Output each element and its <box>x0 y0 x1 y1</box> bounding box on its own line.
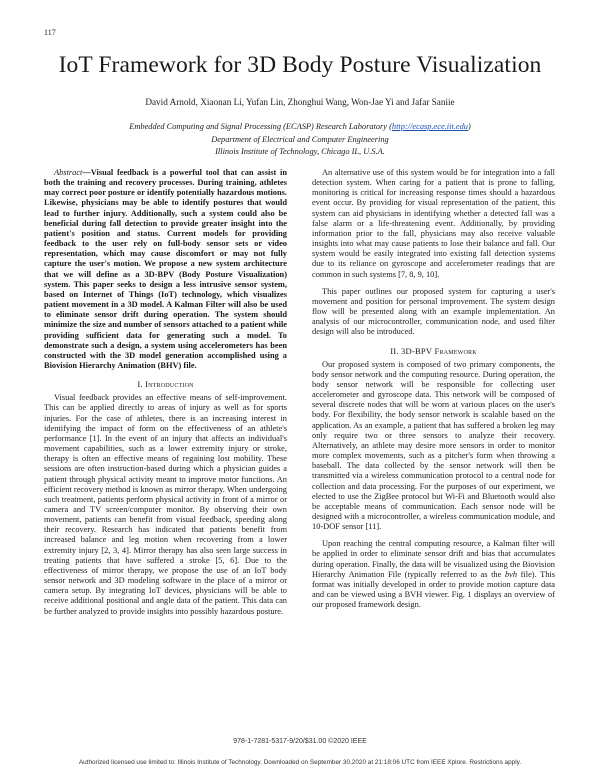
license-footer: Authorized licensed use limited to: Illinois Institute of Technology. Downloaded on September 30,2020 at 21:18:06 UTC from IEEE Xplore. Restrictions apply. <box>78 759 522 766</box>
fall-detection-paragraph: An alternative use of this system would be for integration into a fall detection system. When caring for a patient that is prone to falling, monitoring is critical for increasing response times should a hazardous event occur. By providing for visual representation of the patient, this system can aid physicians in identifying whether a detected fall was a false alarm or a life-threatening event. Additionally, by providing information prior to the fall, physicians may also receive valuable insights into what may cause patients to lose their balance and fall. Our system would be easily integrated into existing fall detection systems due to its reliance on gyroscope and accelerometer readings that are common in such systems [7, 8, 9, 10]. <box>312 168 555 279</box>
right-column <box>312 168 555 610</box>
kalman-text-1: Upon reaching the central computing resource, a Kalman filter will be applied in order to eliminate sensor drift and bias that accumulates during operation. Finally, the data will be visualized using the Biovision Hierarchy Animation File (typically referred to as the <box>312 539 555 579</box>
section-numeral: II. 3D-BPV <box>390 345 435 356</box>
page-number: 117 <box>44 28 56 37</box>
paper-title: IoT Framework for 3D Body Posture Visualization <box>58 52 542 78</box>
abstract <box>44 168 287 371</box>
section-heading-framework <box>312 346 555 356</box>
copyright-footer: 978-1-7281-5317-9/20/$31.00 ©2020 IEEE <box>233 738 367 745</box>
affiliation-block <box>0 121 600 159</box>
kalman-paragraph <box>312 539 555 610</box>
section-title: Framework <box>434 345 477 356</box>
left-column <box>44 168 287 617</box>
abstract-text: —Visual feedback is a powerful tool that can assist in both the training and recovery processes. During training, athletes may correct poor posture or identify potentially hazardous motions. Likewise, physicians may be able to identify postures that would lead to further injury. Additionally, such a system could also be beneficial during fall detection to provide greater insight into the patient's position and status. Current models for providing feedback to the user rely on full-body sensor sets or video representation, which may cause discomfort or may not fully capture the user's motion. We propose a new system architecture that we will define as a 3D-BPV (Body Posture Visualization) system. This paper seeks to design a less intrusive sensor system, based on Internet of Things (IoT) technology, which visualizes patient movement in a 3D model. A Kalman Filter will also be used to eliminate sensor drift during operation. The system should minimize the size and number of sensors attached to a patient while providing sufficient data for generating such a model. To demonstrate such a design, a system using accelerometers has been constructed with the 3D model generation accomplished using a Biovision Hierarchy Animation (BHV) file. <box>44 168 287 370</box>
lab-affiliation <box>0 121 600 134</box>
lab-name: Embedded Computing and Signal Processing (ECASP) Research Laboratory ( <box>129 122 392 131</box>
section-title: Introduction <box>145 379 194 390</box>
lab-suffix: ) <box>467 122 471 131</box>
introduction-paragraph: Visual feedback provides an effective means of self-improvement. This can be applied directly to areas of injury as well as for sports injuries. For the case of athletes, there is an increasing interest in identifying the impact of form on the effectiveness of an athlete's performance [1]. In the event of an injury that affects an individual's movement capabilities, such as a lower extremity injury or stroke, therapy is often an effective means of regaining lost mobility. These sessions are often instruction-based during which a physician guides a patient through physical activity meant to improve motor functions. An efficient recovery method is known as mirror therapy. When undergoing such treatment, patients perform physical activity in front of a mirror or camera and TV screen/computer monitor. By observing their own movement, patients can benefit from visual feedback, speeding along their recovery. Research has indicated that patients benefit from increased balance and leg motion when recovering from a lower extremity injury [2, 3, 4]. Mirror therapy has also seen large success in treating patients that have suffered a stroke [5, 6]. Due to the effectiveness of mirror therapy, we propose the use of an IoT body sensor network and 3D modeling software in the place of a mirror or camera setup. By integrating IoT devices, physicians will be able to receive additional positional and angle data of the patient. This data can be further analyzed to provide insights into possibly hazardous posture. <box>44 393 287 616</box>
kalman-text-2: file). This format was initially developed in order to provide motion capture data and can be viewed using a BVH viewer. Fig. 1 displays an overview of our proposed framework design. <box>312 569 555 610</box>
section-heading-introduction <box>44 379 287 389</box>
framework-paragraph: Our proposed system is composed of two primary components, the body sensor network and the computing resource. During operation, the body sensor network will be responsible for collecting user accelerometer and gyroscope data. This network will be composed of several discrete nodes that will be worn at various places on the user's body. For flexibility, the body sensor network is scalable based on the application. As an example, a patient that has suffered a broken leg may only require two or three sensors to analyze their recovery. Alternatively, an athlete may desire more sensors in order to monitor more complex movements, such as a pitcher's form when throwing a baseball. The data collected by the sensor network will then be transmitted via a wireless communication protocol to a central node for collection and data processing. For the purposes of our experiment, we elected to use the ZigBee protocol but Wi-Fi and Bluetooth would also be acceptable means of communication. Each sensor node will be designed with a microcontroller, a wireless communication module, and 10-DOF sensor [11]. <box>312 359 555 532</box>
outline-paragraph: This paper outlines our proposed system for capturing a user's movement and position for personal improvement. The system design flow will be presented along with an example implementation. An analysis of our microcontroller, communication node, and used filter design will also be introduced. <box>312 286 555 337</box>
institute: Illinois Institute of Technology, Chicago IL, U.S.A. <box>215 147 385 156</box>
lab-url-link[interactable]: http://ecasp.ece.iit.edu <box>391 122 468 131</box>
author-list: David Arnold, Xiaonan Li, Yufan Lin, Zhonghui Wang, Won-Jae Yi and Jafar Saniie <box>145 97 455 107</box>
section-numeral: I. <box>137 379 146 390</box>
department: Department of Electrical and Computer Engineering <box>211 134 389 144</box>
bvh-term: bvh <box>504 569 518 579</box>
abstract-label: Abstract <box>54 168 83 177</box>
